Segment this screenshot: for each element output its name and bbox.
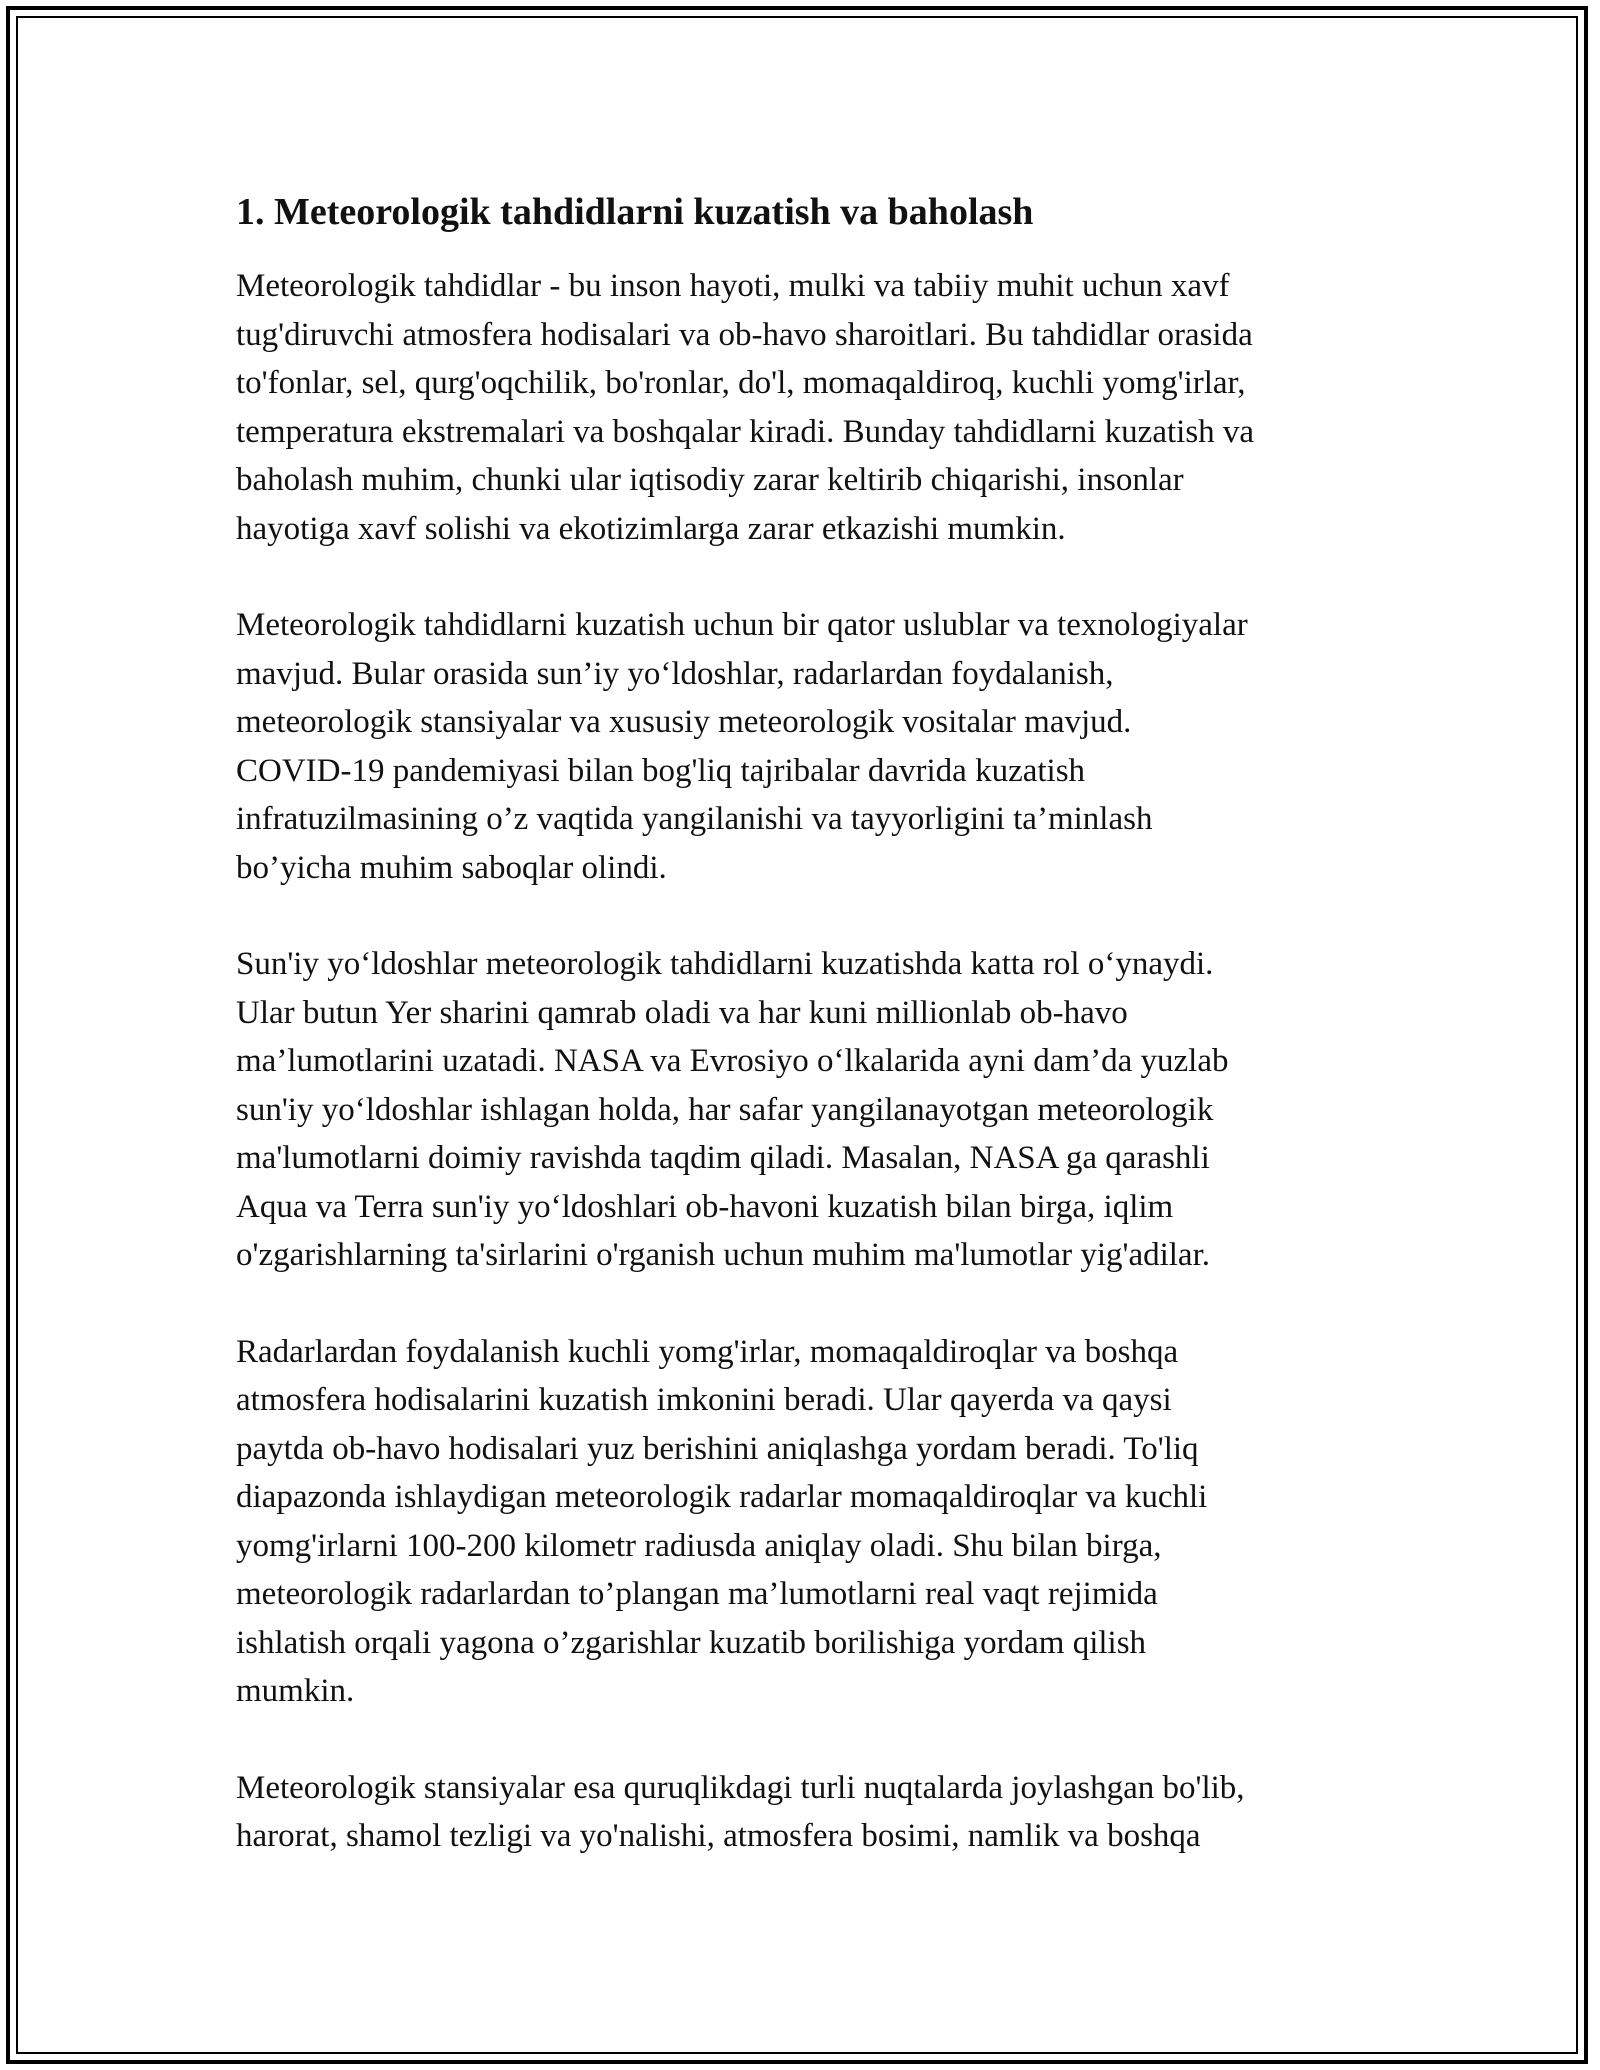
- section-heading: 1. Meteorologik tahdidlarni kuzatish va baholash: [236, 191, 1034, 233]
- paragraph-methods: Meteorologik tahdidlarni kuzatish uchun bir qator uslublar va texnologiyalar mavjud. Bular orasida sun’iy yo‘ldoshlar, radarlardan foydalanish, meteorologik stansiyalar va xususiy meteorologik vositalar mavjud. COVID-19 pandemiyasi bilan bog'liq tajribalar davrida kuzatish infratuzilmasining o’z vaqtida yangilanishi va tayyorligini ta’minlash bo’yicha muhim saboqlar olindi.: [236, 607, 1248, 886]
- paragraph-stations: Meteorologik stansiyalar esa quruqlikdagi turli nuqtalarda joylashgan bo'lib, harorat, shamol tezligi va yo'nalishi, atmosfera bosimi, namlik va boshqa: [236, 1769, 1245, 1854]
- document-body: [236, 186, 1386, 1909]
- paragraph-satellites: Sun'iy yo‘ldoshlar meteorologik tahdidlarni kuzatishda katta rol o‘ynaydi. Ular butun Yer sharini qamrab oladi va har kuni millionlab ob-havo ma’lumotlarini uzatadi. NASA va Evrosiyo o‘lkalarida ayni dam’da yuzlab sun'iy yo‘ldoshlar ishlagan holda, har safar yangilanayotgan meteorologik ma'lumotlarni doimiy ravishda taqdim qiladi. Masalan, NASA ga qarashli Aqua va Terra sun'iy yo‘ldoshlari ob-havoni kuzatish bilan birga, iqlim o'zgarishlarning ta'sirlarini o'rganish uchun muhim ma'lumotlar yig'adilar.: [236, 946, 1229, 1273]
- paragraph-intro: Meteorologik tahdidlar - bu inson hayoti, mulki va tabiiy muhit uchun xavf tug'diruvchi atmosfera hodisalari va ob-havo sharoitlari. Bu tahdidlar orasida to'fonlar, sel, qurg'oqchilik, bo'ronlar, do'l, momaqaldiroq, kuchli yomg'irlar, temperatura ekstremalari va boshqalar kiradi. Bunday tahdidlarni kuzatish va baholash muhim, chunki ular iqtisodiy zarar keltirib chiqarishi, insonlar hayotiga xavf solishi va ekotizimlarga zarar etkazishi mumkin.: [236, 268, 1255, 547]
- paragraph-radars: Radarlardan foydalanish kuchli yomg'irlar, momaqaldiroqlar va boshqa atmosfera hodisalarini kuzatish imkonini beradi. Ular qayerda va qaysi paytda ob-havo hodisalari yuz berishini aniqlashga yordam beradi. To'liq diapazonda ishlaydigan meteorologik radarlar momaqaldiroqlar va kuchli yomg'irlarni 100-200 kilometr radiusda aniqlay oladi. Shu bilan birga, meteorologik radarlardan to’plangan ma’lumotlarni real vaqt rejimida ishlatish orqali yagona o’zgarishlar kuzatib borilishiga yordam qilish mumkin.: [236, 1333, 1208, 1709]
